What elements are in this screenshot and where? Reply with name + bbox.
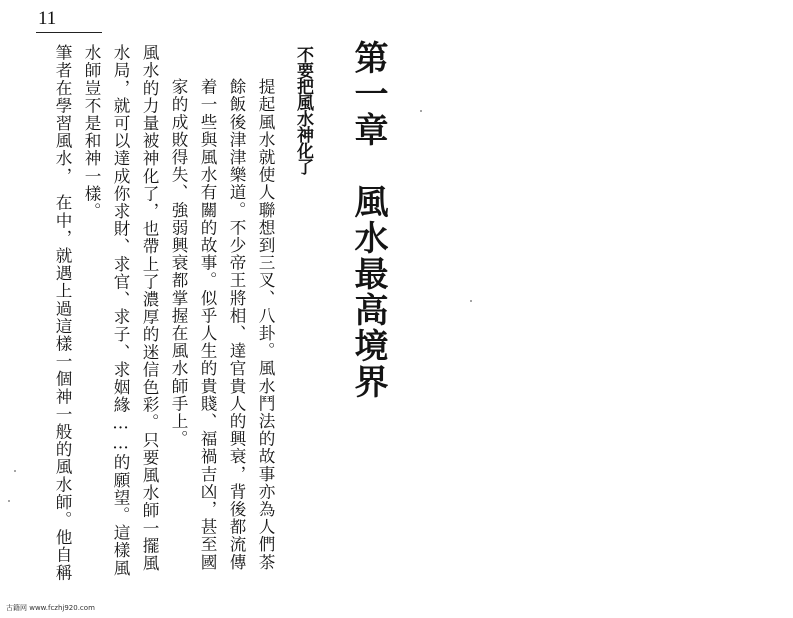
- paragraph-1: 提起風水就使人聯想到三叉、八卦。風水鬥法的故事亦為人們茶餘飯後津津樂道。不少帝王將相、達官貴人的興衰，背後都流傳着一些與風水有關的故事。似乎人生的貴賤、福禍吉凶，甚至國家的成敗得失、強弱興衰都掌握在風水師手上。: [169, 78, 275, 571]
- page-number: 11: [38, 8, 57, 29]
- body-text: [40, 44, 280, 584]
- section-title: 不要把風水神化了: [293, 46, 313, 174]
- header-rule: [36, 32, 102, 33]
- chapter-title: 第一章 風水最高境界: [348, 40, 388, 400]
- paragraph-2: 風水的力量被神化了，也帶上了濃厚的迷信色彩。只要風水師一擺風水局，就可以達成你求財、求官、求子、求姻緣……的願望。這樣風水師豈不是和神一樣。: [82, 44, 159, 577]
- footer-site: 古籍网 www.fczhj920.com: [6, 604, 95, 612]
- scan-speck: [8, 500, 10, 502]
- scan-speck: [14, 470, 16, 472]
- scan-speck: [470, 300, 472, 302]
- paragraph-3: 筆者在學習風水， 在中，就遇上過這樣一個神一般的風水師。他自稱: [53, 44, 72, 582]
- scan-speck: [420, 110, 422, 112]
